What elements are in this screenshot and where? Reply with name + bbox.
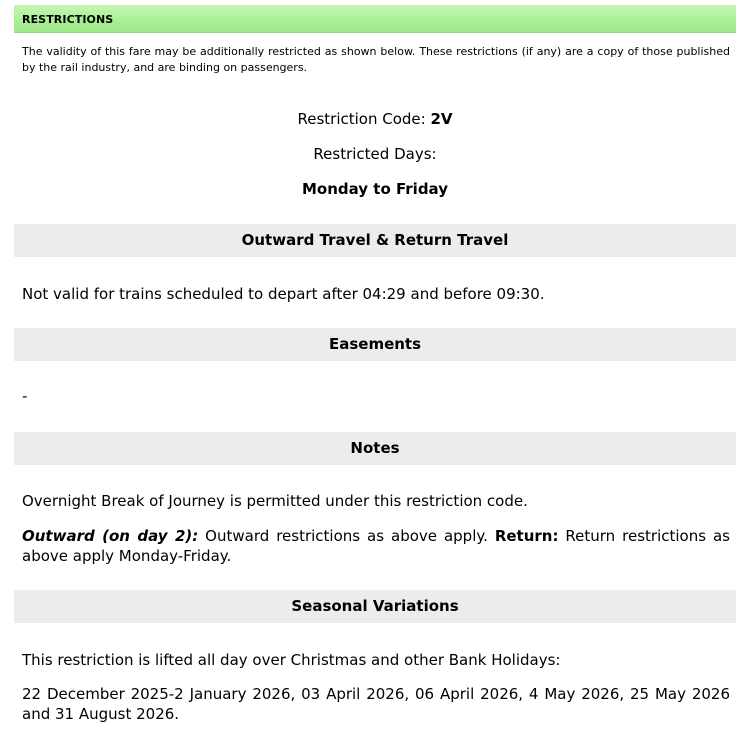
- notes-return-label: Return:: [494, 527, 559, 545]
- seasonal-text: This restriction is lifted all day over Christmas and other Bank Holidays:: [22, 651, 561, 669]
- restriction-code-line: [14, 110, 736, 128]
- section-heading-notes: Notes: [14, 432, 736, 465]
- notes-return-text: Return restrictions as above apply Monday-Friday.: [22, 527, 730, 565]
- easements-text: -: [22, 387, 28, 405]
- section-heading-easements: Easements: [14, 328, 736, 361]
- section-heading-seasonal-variations: Seasonal Variations: [14, 590, 736, 623]
- notes-outward-label: Outward (on day 2):: [22, 527, 199, 545]
- restriction-code-value: 2V: [430, 110, 453, 128]
- restricted-days-label: Restricted Days:: [313, 145, 437, 163]
- notes-outward-return-text: [22, 526, 730, 566]
- intro-text: The validity of this fare may be additionally restricted as shown below. These restrictions (if any) are a copy of those published by the rail industry, and are binding on passengers.: [22, 45, 730, 74]
- notes-text: Overnight Break of Journey is permitted under this restriction code.: [22, 492, 528, 510]
- section-heading-outward-return: Outward Travel & Return Travel: [14, 224, 736, 257]
- seasonal-dates-text: 22 December 2025-2 January 2026, 03 April 2026, 06 April 2026, 4 May 2026, 25 May 2026 and 31 August 2026.: [22, 685, 730, 723]
- restriction-code-label: Restriction Code:: [297, 110, 431, 128]
- restrictions-title: RESTRICTIONS: [22, 13, 114, 26]
- restrictions-header-bar: [14, 5, 736, 33]
- outward-return-text: Not valid for trains scheduled to depart after 04:29 and before 09:30.: [22, 285, 545, 303]
- restricted-days-value: Monday to Friday: [301, 180, 448, 198]
- notes-outward-text: Outward restrictions as above apply.: [198, 527, 495, 545]
